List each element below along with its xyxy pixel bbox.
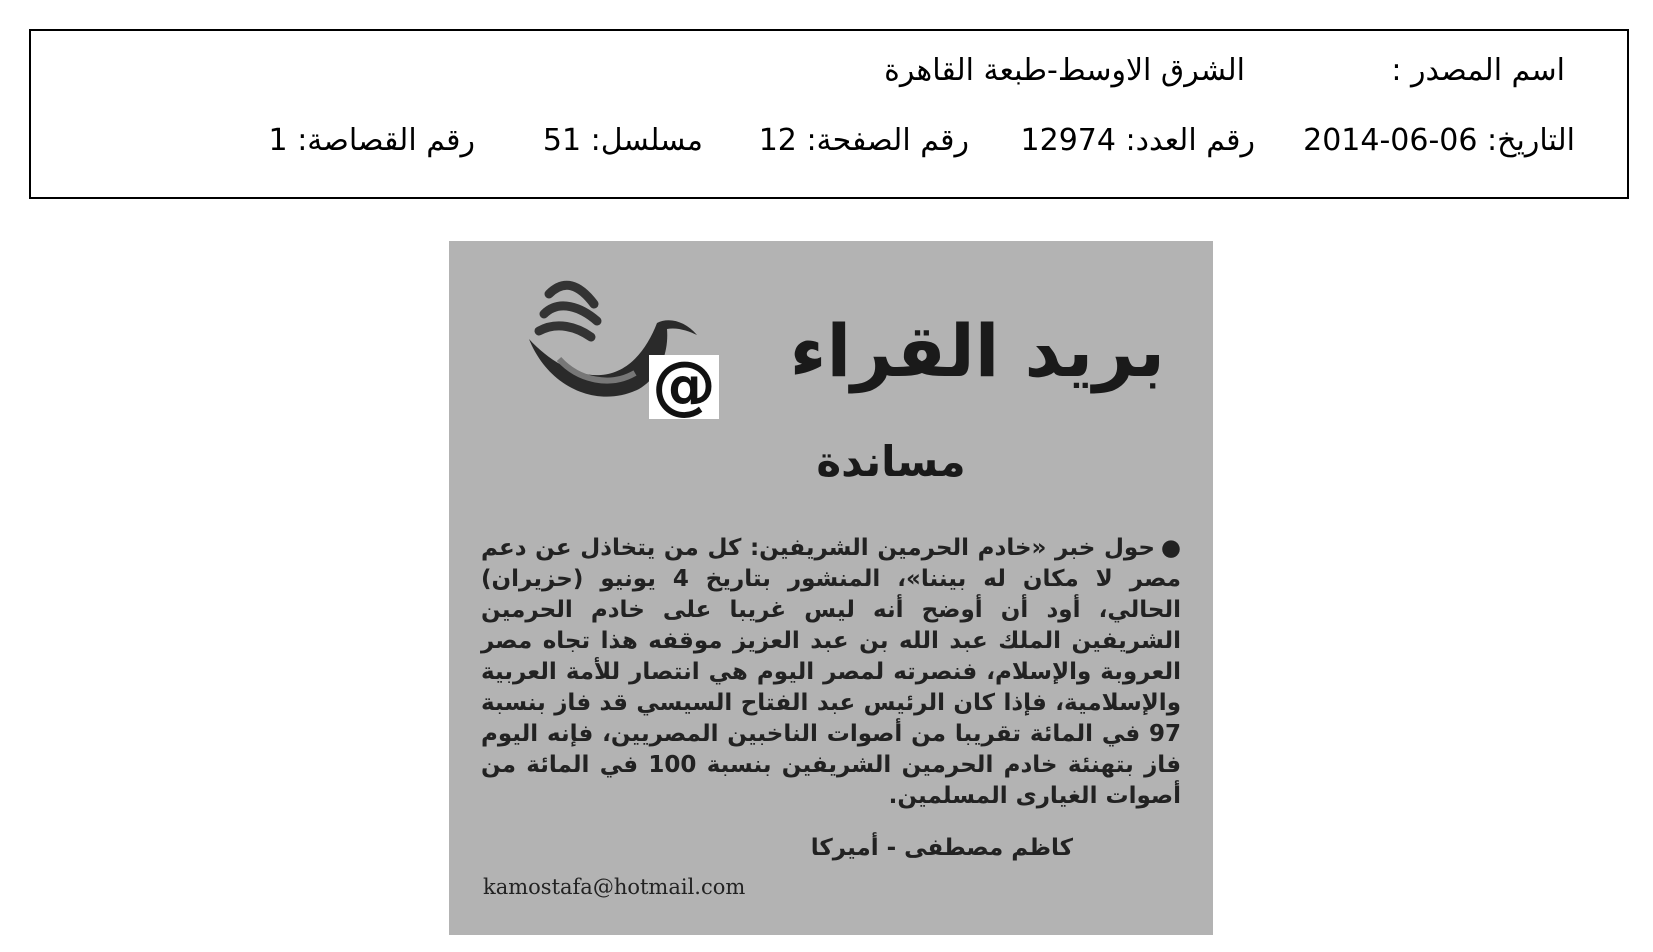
- date-field: [1303, 123, 1575, 159]
- issue-field: [1021, 123, 1255, 159]
- serial-label: مسلسل:: [590, 123, 703, 158]
- author-email: kamostafa@hotmail.com: [483, 875, 746, 899]
- issue-label: رقم العدد:: [1125, 123, 1255, 158]
- page-field: [759, 123, 969, 159]
- article-text: حول خبر «خادم الحرمين الشريفين: كل من يتخاذل عن دعم مصر لا مكان له بيننا»، المنشور بتاريخ 4 يونيو (حزيران) الحالي، أود أن أوضح أنه ليس غريبا على خادم الحرمين الشريفين الملك عبد الله بن عبد العزيز موقفه هذا تجاه مصر العروبة والإسلام، فنصرته لمصر اليوم هي انتصار للأمة العربية والإسلامية، فإذا كان الرئيس عبد الفتاح السيسي قد فاز بنسبة 97 في المائة تقريبا من أصوات الناخبين المصريين، فإنه اليوم فاز بتهنئة خادم الحرمين الشريفين بنسبة 100 في المائة من أصوات الغيارى المسلمين.: [481, 535, 1182, 809]
- issue-value: 12974: [1020, 123, 1116, 158]
- article-headline: مساندة: [816, 437, 966, 486]
- article-body: [481, 533, 1181, 812]
- source-value: الشرق الاوسط-طبعة القاهرة: [884, 53, 1245, 88]
- at-symbol: @: [652, 349, 716, 419]
- date-label: التاريخ:: [1487, 123, 1575, 158]
- section-title: بريد القراء: [789, 309, 1165, 393]
- source-label: اسم المصدر :: [1391, 53, 1565, 88]
- page-value: 12: [758, 123, 797, 158]
- page-label: رقم الصفحة:: [806, 123, 969, 158]
- article-author: كاظم مصطفى - أميركا: [810, 835, 1073, 861]
- clip-number-field: [269, 123, 475, 159]
- clip-number-value: 1: [268, 123, 288, 158]
- bullet-icon: ●: [1160, 535, 1181, 561]
- serial-field: [543, 123, 703, 159]
- newspaper-clipping: [449, 241, 1213, 935]
- readers-mail-bird-icon: [519, 269, 729, 419]
- metadata-header: [29, 29, 1629, 199]
- clip-number-label: رقم القصاصة:: [297, 123, 475, 158]
- serial-value: 51: [542, 123, 582, 158]
- date-value: 2014-06-06: [1303, 123, 1478, 158]
